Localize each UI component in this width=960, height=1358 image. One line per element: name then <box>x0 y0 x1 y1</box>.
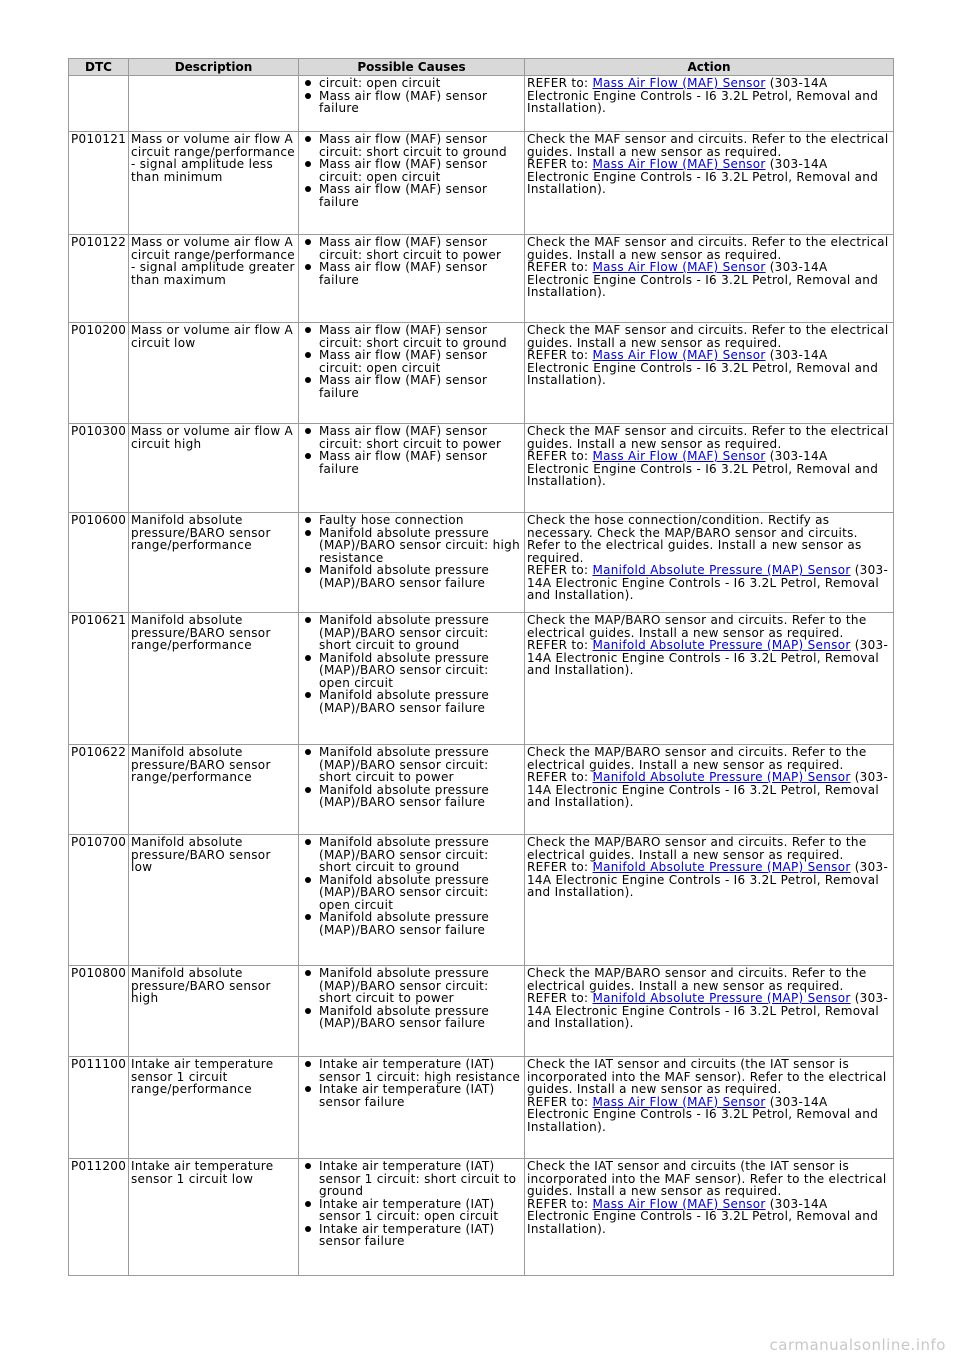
dtc-code: P011100 <box>69 1057 129 1159</box>
action-cell <box>525 835 894 966</box>
dtc-description: Mass or volume air flow A circuit range/performance - signal amplitude less than minimum <box>129 132 299 235</box>
possible-causes-cell <box>299 235 525 323</box>
action-text: Check the MAF sensor and circuits. Refer to the electrical guides. Install a new sensor as required. <box>527 235 889 262</box>
dtc-description: Mass or volume air flow A circuit low <box>129 323 299 424</box>
cause-item: Mass air flow (MAF) sensor failure <box>301 261 522 286</box>
action-cell <box>525 424 894 513</box>
dtc-code: P010200 <box>69 323 129 424</box>
action-cell <box>525 513 894 613</box>
possible-causes-cell <box>299 424 525 513</box>
dtc-description: Intake air temperature sensor 1 circuit low <box>129 1159 299 1276</box>
action-cell <box>525 745 894 835</box>
procedure-link[interactable]: Mass Air Flow (MAF) Sensor <box>592 348 766 362</box>
cause-item: Mass air flow (MAF) sensor failure <box>301 374 522 399</box>
header-action: Action <box>525 59 894 76</box>
header-possible-causes: Possible Causes <box>299 59 525 76</box>
cause-item: Mass air flow (MAF) sensor failure <box>301 450 522 475</box>
action-cell <box>525 1057 894 1159</box>
table-row <box>69 745 894 835</box>
possible-causes-cell <box>299 613 525 745</box>
table-row <box>69 235 894 323</box>
cause-item: Intake air temperature (IAT) sensor 1 circuit: short circuit to ground <box>301 1160 522 1198</box>
procedure-link[interactable]: Manifold Absolute Pressure (MAP) Sensor <box>592 770 851 784</box>
action-cell <box>525 966 894 1057</box>
possible-causes-cell <box>299 76 525 132</box>
cause-item: Manifold absolute pressure (MAP)/BARO sensor circuit: short circuit to power <box>301 746 522 784</box>
cause-item: Mass air flow (MAF) sensor circuit: short circuit to power <box>301 236 522 261</box>
action-cell <box>525 613 894 745</box>
procedure-link[interactable]: Mass Air Flow (MAF) Sensor <box>592 76 766 90</box>
table-row <box>69 966 894 1057</box>
refer-to-label: REFER to: <box>527 860 593 874</box>
procedure-link[interactable]: Manifold Absolute Pressure (MAP) Sensor <box>592 638 851 652</box>
table-row <box>69 1057 894 1159</box>
procedure-link[interactable]: Manifold Absolute Pressure (MAP) Sensor <box>592 860 851 874</box>
cause-item: Manifold absolute pressure (MAP)/BARO sensor failure <box>301 911 522 936</box>
causes-list <box>301 236 522 286</box>
table-row <box>69 513 894 613</box>
procedure-link[interactable]: Manifold Absolute Pressure (MAP) Sensor <box>592 563 851 577</box>
cause-item: Manifold absolute pressure (MAP)/BARO sensor circuit: short circuit to ground <box>301 836 522 874</box>
causes-list <box>301 1058 522 1108</box>
causes-list <box>301 614 522 714</box>
action-cell <box>525 1159 894 1276</box>
procedure-link[interactable]: Mass Air Flow (MAF) Sensor <box>592 449 766 463</box>
possible-causes-cell <box>299 1159 525 1276</box>
action-cell <box>525 76 894 132</box>
procedure-link[interactable]: Mass Air Flow (MAF) Sensor <box>592 260 766 274</box>
action-reference-text: (303-14A Electronic Engine Controls - I6 3.2L Petrol, Removal and Installation). <box>527 1196 879 1236</box>
table-row <box>69 1159 894 1276</box>
cause-item: Manifold absolute pressure (MAP)/BARO sensor circuit: short circuit to ground <box>301 614 522 652</box>
cause-item: Mass air flow (MAF) sensor failure <box>301 183 522 208</box>
refer-to-label: REFER to: <box>527 157 593 171</box>
action-cell <box>525 323 894 424</box>
action-text: Check the IAT sensor and circuits (the IAT sensor is incorporated into the MAF sensor). Refer to the electrical guides. Install a new sensor as required. <box>527 1057 887 1096</box>
dtc-description: Manifold absolute pressure/BARO sensor low <box>129 835 299 966</box>
dtc-description: Mass or volume air flow A circuit range/performance - signal amplitude greater than maximum <box>129 235 299 323</box>
dtc-code: P010600 <box>69 513 129 613</box>
action-text: Check the hose connection/condition. Rectify as necessary. Check the MAP/BARO sensor and circuits. Refer to the electrical guides. Install a new sensor as required. <box>527 513 862 565</box>
cause-item: Mass air flow (MAF) sensor circuit: short circuit to power <box>301 425 522 450</box>
action-reference-text: (303-14A Electronic Engine Controls - I6 3.2L Petrol, Removal and Installation). <box>527 563 889 602</box>
cause-item: Manifold absolute pressure (MAP)/BARO sensor failure <box>301 564 522 589</box>
action-reference-text: (303-14A Electronic Engine Controls - I6 3.2L Petrol, Removal and Installation). <box>527 1094 879 1134</box>
action-reference-text: (303-14A Electronic Engine Controls - I6 3.2L Petrol, Removal and Installation). <box>527 449 879 488</box>
cause-item: Intake air temperature (IAT) sensor failure <box>301 1223 522 1248</box>
table-row <box>69 323 894 424</box>
cause-item: Manifold absolute pressure (MAP)/BARO sensor circuit: high resistance <box>301 527 522 565</box>
cause-item: Faulty hose connection <box>301 514 522 527</box>
dtc-code: P010622 <box>69 745 129 835</box>
dtc-code: P010121 <box>69 132 129 235</box>
possible-causes-cell <box>299 323 525 424</box>
dtc-code: P010800 <box>69 966 129 1057</box>
cause-item: Mass air flow (MAF) sensor circuit: open circuit <box>301 349 522 374</box>
dtc-code: P010700 <box>69 835 129 966</box>
cause-item: circuit: open circuit <box>301 77 522 90</box>
refer-to-label: REFER to: <box>527 449 593 463</box>
dtc-code <box>69 76 129 132</box>
refer-to-label: REFER to: <box>527 76 593 90</box>
dtc-description: Manifold absolute pressure/BARO sensor range/performance <box>129 613 299 745</box>
cause-item: Manifold absolute pressure (MAP)/BARO sensor circuit: open circuit <box>301 652 522 690</box>
action-text: Check the MAP/BARO sensor and circuits. Refer to the electrical guides. Install a new sensor as required. <box>527 613 867 640</box>
refer-to-label: REFER to: <box>527 1094 593 1109</box>
possible-causes-cell <box>299 835 525 966</box>
causes-list <box>301 1160 522 1248</box>
header-dtc: DTC <box>69 59 129 76</box>
dtc-code: P010621 <box>69 613 129 745</box>
action-text: Check the MAP/BARO sensor and circuits. Refer to the electrical guides. Install a new sensor as required. <box>527 966 867 993</box>
dtc-description: Intake air temperature sensor 1 circuit range/performance <box>129 1057 299 1159</box>
possible-causes-cell <box>299 745 525 835</box>
action-reference-text: (303-14A Electronic Engine Controls - I6 3.2L Petrol, Removal and Installation). <box>527 260 879 299</box>
cause-item: Manifold absolute pressure (MAP)/BARO sensor circuit: short circuit to power <box>301 967 522 1005</box>
procedure-link[interactable]: Mass Air Flow (MAF) Sensor <box>592 157 766 171</box>
cause-item: Intake air temperature (IAT) sensor 1 circuit: open circuit <box>301 1198 522 1223</box>
refer-to-label: REFER to: <box>527 770 593 784</box>
table-header-row <box>69 59 894 76</box>
causes-list <box>301 967 522 1030</box>
procedure-link[interactable]: Mass Air Flow (MAF) Sensor <box>592 1196 766 1211</box>
possible-causes-cell <box>299 1057 525 1159</box>
dtc-description <box>129 76 299 132</box>
refer-to-label: REFER to: <box>527 638 593 652</box>
table-body <box>69 76 894 1276</box>
cause-item: Intake air temperature (IAT) sensor 1 circuit: high resistance <box>301 1058 522 1083</box>
causes-list <box>301 514 522 589</box>
action-text: Check the MAP/BARO sensor and circuits. Refer to the electrical guides. Install a new sensor as required. <box>527 745 867 772</box>
causes-list <box>301 133 522 208</box>
table-row <box>69 835 894 966</box>
table-row <box>69 76 894 132</box>
possible-causes-cell <box>299 513 525 613</box>
watermark: carmanualsonline.info <box>769 1336 946 1354</box>
dtc-code: P011200 <box>69 1159 129 1276</box>
possible-causes-cell <box>299 132 525 235</box>
dtc-description: Manifold absolute pressure/BARO sensor range/performance <box>129 745 299 835</box>
refer-to-label: REFER to: <box>527 260 593 274</box>
dtc-description: Manifold absolute pressure/BARO sensor range/performance <box>129 513 299 613</box>
action-reference-text: (303-14A Electronic Engine Controls - I6 3.2L Petrol, Removal and Installation). <box>527 157 879 196</box>
table-row <box>69 424 894 513</box>
action-reference-text: (303-14A Electronic Engine Controls - I6 3.2L Petrol, Removal and Installation). <box>527 991 889 1030</box>
cause-item: Mass air flow (MAF) sensor circuit: short circuit to ground <box>301 133 522 158</box>
refer-to-label: REFER to: <box>527 348 593 362</box>
cause-item: Manifold absolute pressure (MAP)/BARO sensor failure <box>301 1005 522 1030</box>
causes-list <box>301 77 522 115</box>
refer-to-label: REFER to: <box>527 1196 593 1211</box>
action-cell <box>525 132 894 235</box>
cause-item: Mass air flow (MAF) sensor failure <box>301 90 522 115</box>
causes-list <box>301 746 522 809</box>
action-reference-text: (303-14A Electronic Engine Controls - I6 3.2L Petrol, Removal and Installation). <box>527 770 889 809</box>
causes-list <box>301 324 522 399</box>
procedure-link[interactable]: Manifold Absolute Pressure (MAP) Sensor <box>592 991 851 1005</box>
possible-causes-cell <box>299 966 525 1057</box>
procedure-link[interactable]: Mass Air Flow (MAF) Sensor <box>592 1094 766 1109</box>
cause-item: Intake air temperature (IAT) sensor failure <box>301 1083 522 1108</box>
cause-item: Manifold absolute pressure (MAP)/BARO sensor circuit: open circuit <box>301 874 522 912</box>
action-reference-text: (303-14A Electronic Engine Controls - I6 3.2L Petrol, Removal and Installation). <box>527 860 889 899</box>
table-row <box>69 132 894 235</box>
cause-item: Manifold absolute pressure (MAP)/BARO sensor failure <box>301 784 522 809</box>
dtc-description: Manifold absolute pressure/BARO sensor high <box>129 966 299 1057</box>
cause-item: Mass air flow (MAF) sensor circuit: open circuit <box>301 158 522 183</box>
cause-item: Mass air flow (MAF) sensor circuit: short circuit to ground <box>301 324 522 349</box>
action-text: Check the IAT sensor and circuits (the IAT sensor is incorporated into the MAF sensor). Refer to the electrical guides. Install a new sensor as required. <box>527 1159 887 1198</box>
cause-item: Manifold absolute pressure (MAP)/BARO sensor failure <box>301 689 522 714</box>
refer-to-label: REFER to: <box>527 991 593 1005</box>
action-reference-text: (303-14A Electronic Engine Controls - I6 3.2L Petrol, Removal and Installation). <box>527 348 879 387</box>
causes-list <box>301 836 522 936</box>
causes-list <box>301 425 522 475</box>
dtc-code: P010300 <box>69 424 129 513</box>
action-text: Check the MAF sensor and circuits. Refer to the electrical guides. Install a new sensor as required. <box>527 132 889 159</box>
dtc-code: P010122 <box>69 235 129 323</box>
dtc-table <box>68 58 894 1276</box>
header-description: Description <box>129 59 299 76</box>
action-text: Check the MAF sensor and circuits. Refer to the electrical guides. Install a new sensor as required. <box>527 323 889 350</box>
action-reference-text: (303-14A Electronic Engine Controls - I6 3.2L Petrol, Removal and Installation). <box>527 638 889 677</box>
table-row <box>69 613 894 745</box>
action-text: Check the MAF sensor and circuits. Refer to the electrical guides. Install a new sensor as required. <box>527 424 889 451</box>
action-reference-text: (303-14A Electronic Engine Controls - I6 3.2L Petrol, Removal and Installation). <box>527 76 879 115</box>
dtc-description: Mass or volume air flow A circuit high <box>129 424 299 513</box>
refer-to-label: REFER to: <box>527 563 593 577</box>
action-text: Check the MAP/BARO sensor and circuits. Refer to the electrical guides. Install a new sensor as required. <box>527 835 867 862</box>
action-cell <box>525 235 894 323</box>
